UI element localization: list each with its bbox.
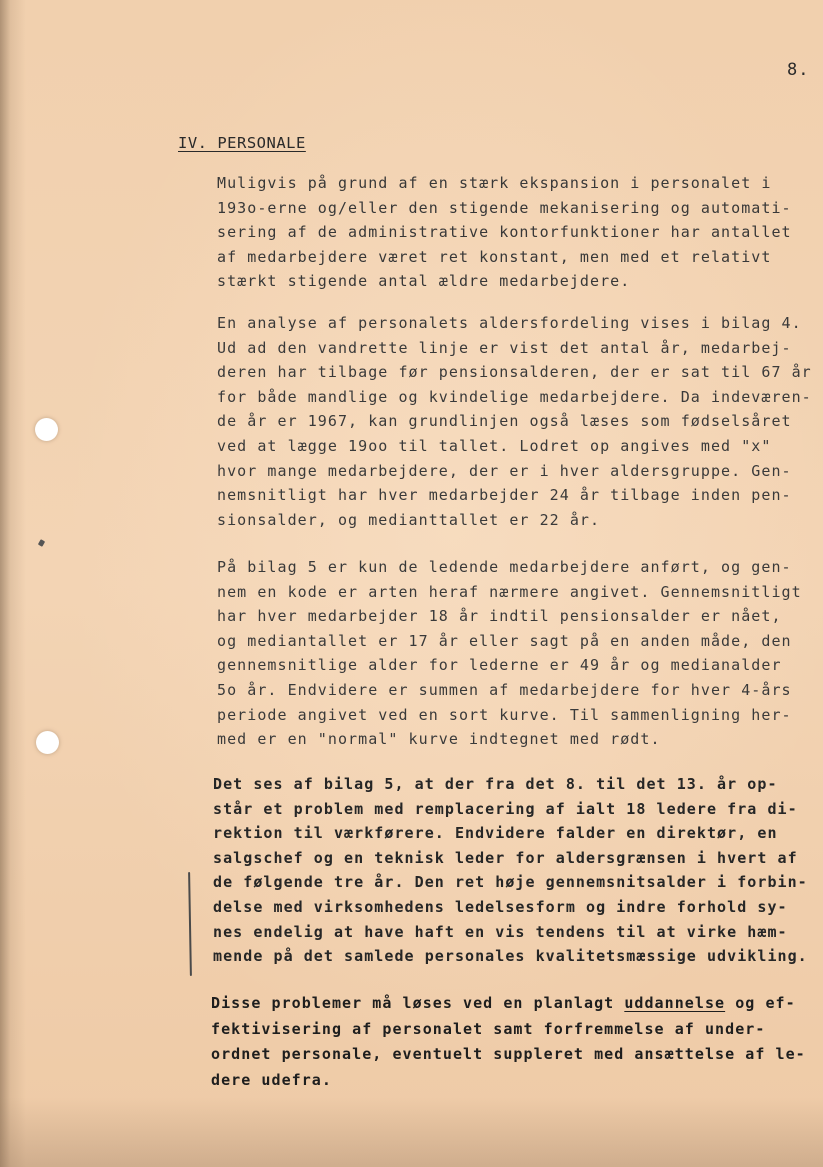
text-line: gennemsnitlige alder for lederne er 49 år og medianalder bbox=[217, 656, 782, 675]
text-line: delse med virksomhedens ledelsesform og indre forhold sy- bbox=[213, 897, 788, 916]
text-line: med er en "normal" kurve indtegnet med rødt. bbox=[217, 730, 661, 749]
text-line: En analyse af personalets aldersfordeling vises i bilag 4. bbox=[217, 314, 802, 332]
text-line: periode angivet ved en sort kurve. Til sammenligning her- bbox=[217, 705, 792, 724]
text-line bbox=[211, 994, 796, 1012]
text-line: deren har tilbage før pensionsalderen, der er sat til 67 år bbox=[217, 363, 812, 382]
punch-hole bbox=[36, 731, 59, 754]
underlined-word: uddannelse bbox=[624, 994, 726, 1012]
text-line: mende på det samlede personales kvalitetsmæssige udvikling. bbox=[213, 947, 808, 966]
text-line: dere udefra. bbox=[211, 1070, 332, 1089]
margin-mark bbox=[38, 539, 45, 547]
punch-hole bbox=[35, 418, 58, 441]
text-line: har hver medarbejder 18 år indtil pensionsalder er nået, bbox=[217, 607, 782, 626]
paragraph-4 bbox=[213, 772, 808, 969]
text-line: hvor mange medarbejdere, der er i hver aldersgruppe. Gen- bbox=[217, 461, 792, 480]
text-line: stærkt stigende antal ældre medarbejdere. bbox=[217, 272, 631, 291]
text-line: nem en kode er arten heraf nærmere angivet. Gennemsnitligt bbox=[217, 582, 802, 601]
text-line: På bilag 5 er kun de ledende medarbejdere anført, og gen- bbox=[217, 558, 792, 576]
text-line: rektion til værkførere. Endvidere falder en direktør, en bbox=[213, 824, 778, 843]
text-line: nemsnitligt har hver medarbejder 24 år tilbage inden pen- bbox=[217, 486, 792, 505]
paragraph-5 bbox=[211, 991, 806, 1093]
text-line: Det ses af bilag 5, at der fra det 8. til det 13. år op- bbox=[213, 775, 778, 793]
margin-bracket-line bbox=[188, 872, 192, 976]
text-line: står et problem med remplacering af ialt 18 ledere fra di- bbox=[213, 799, 798, 818]
text-line: sionsalder, og medianttallet er 22 år. bbox=[217, 510, 601, 529]
text-line: sering af de administrative kontorfunktioner har antallet bbox=[217, 223, 792, 242]
paragraph-2 bbox=[217, 311, 812, 532]
text-line: de følgende tre år. Den ret høje gennemsnitsalder i forbin- bbox=[213, 873, 808, 892]
text-line: salgschef og en teknisk leder for aldersgrænsen i hvert af bbox=[213, 848, 798, 867]
text-line: 193o-erne og/eller den stigende mekanisering og automati- bbox=[217, 198, 792, 217]
text-line: ved at lægge 19oo til tallet. Lodret op angives med "x" bbox=[217, 436, 772, 455]
text-line: 5o år. Endvidere er summen af medarbejdere for hver 4-års bbox=[217, 680, 792, 699]
page-number: 8. bbox=[787, 60, 810, 80]
text-line: Muligvis på grund af en stærk ekspansion i personalet i bbox=[217, 174, 772, 192]
text-line: og mediantallet er 17 år eller sagt på en anden måde, den bbox=[217, 631, 792, 650]
paragraph-3 bbox=[217, 555, 802, 752]
text-line: af medarbejdere været ret konstant, men med et relativt bbox=[217, 247, 772, 266]
text-line: Ud ad den vandrette linje er vist det antal år, medarbej- bbox=[217, 338, 792, 357]
text-fragment: Disse problemer må løses ved en planlagt bbox=[211, 994, 625, 1012]
text-line: ordnet personale, eventuelt suppleret med ansættelse af le- bbox=[211, 1045, 806, 1063]
paragraph-1 bbox=[217, 171, 792, 294]
text-fragment: og ef- bbox=[725, 994, 796, 1012]
text-line: fektivisering af personalet samt forfremmelse af under- bbox=[211, 1019, 766, 1038]
text-line: for både mandlige og kvindelige medarbejdere. Da indeværen- bbox=[217, 387, 812, 406]
text-line: nes endelig at have haft en vis tendens til at virke hæm- bbox=[213, 922, 788, 941]
section-heading: IV. PERSONALE bbox=[178, 134, 306, 152]
text-line: de år er 1967, kan grundlinjen også læses som fødselsåret bbox=[217, 412, 792, 431]
